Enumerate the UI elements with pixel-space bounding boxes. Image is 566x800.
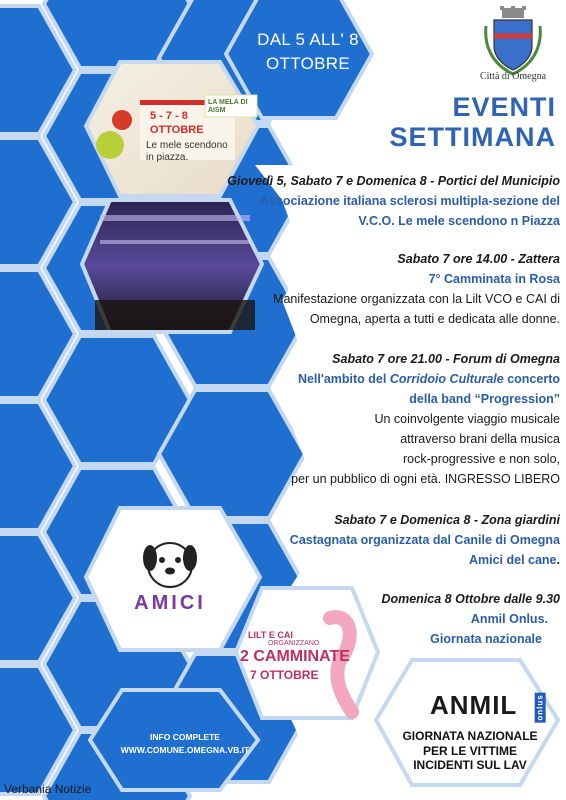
event-3-title-post: concerto <box>503 372 560 386</box>
title-line-1: EVENTI <box>452 92 556 122</box>
camminata-org: ORGANIZZANO <box>268 640 320 647</box>
event-1 <box>180 171 560 231</box>
event-3-desc-line-3: rock-progressive e non solo, <box>402 452 560 466</box>
anmil-line-1: GIORNATA NAZIONALE <box>402 729 538 743</box>
info-url[interactable]: WWW.COMUNE.OMEGNA.VB.IT <box>120 745 250 755</box>
event-3-title-pre: Nell'ambito del <box>297 372 390 386</box>
footer-credit: Verbania Notizie <box>4 782 92 796</box>
anmil-onlus: onlus <box>535 693 545 721</box>
camminata-date: 7 OTTOBRE <box>250 668 319 682</box>
event-5-when: Domenica 8 Ottobre dalle 9.30 <box>381 592 560 606</box>
mele-line-2: in piazza. <box>146 152 189 163</box>
dates-line-2: OTTOBRE <box>266 54 350 73</box>
event-2-when: Sabato 7 ore 14.00 - Zattera <box>397 252 560 266</box>
title-line-2: SETTIMANA <box>389 122 556 152</box>
dates-badge <box>238 28 378 76</box>
anmil-subtitle <box>380 729 560 773</box>
event-3-desc-line-4: per un pubblico di ogni età. INGRESSO LIBERO <box>291 472 560 486</box>
camminata-top: LILT E CAI <box>248 630 293 640</box>
event-2-desc-line-2: Omegna, aperta a tutti e dedicata alle donne. <box>309 312 560 326</box>
event-3-title-line-1 <box>230 369 560 389</box>
event-1-when: Giovedì 5, Sabato 7 e Domenica 8 - Portici del Municipio <box>227 174 560 188</box>
city-crest-icon <box>482 6 544 76</box>
event-3-desc-line-2: attraverso brani della musica <box>400 432 560 446</box>
anmil-name: ANMIL <box>430 690 517 720</box>
mele-line-1: Le mele scendono <box>146 140 228 151</box>
mele-month: OTTOBRE <box>150 124 204 136</box>
event-1-title-line-1: Associazione italiana sclerosi multipla-sezione del <box>259 194 560 208</box>
event-3-title-line-2: della band “Progression” <box>409 392 560 406</box>
event-5 <box>330 589 560 649</box>
event-4-title-text: Amici del cane <box>468 553 557 567</box>
event-3-desc-line-1: Un coinvolgente viaggio musicale <box>374 412 560 426</box>
event-2 <box>230 249 560 329</box>
event-3-title-italic: Corridoio Culturale <box>389 372 504 386</box>
mele-badge: LA MELA DI AISM <box>208 99 248 114</box>
anmil-line-2: PER LE VITTIME <box>422 743 517 758</box>
event-2-desc-line-1: Manifestazione organizzata con la Lilt VCO e CAI di <box>273 292 560 306</box>
event-4-title-line-1: Castagnata organizzata dal Canile di Omegna <box>289 533 560 547</box>
event-3 <box>230 349 560 489</box>
event-3-when: Sabato 7 ore 21.00 - Forum di Omegna <box>332 352 560 366</box>
info-box <box>100 731 270 757</box>
event-2-title: 7° Camminata in Rosa <box>428 272 560 286</box>
anmil-logo <box>430 690 555 721</box>
anmil-line-3: INCIDENTI SUL LAV <box>413 758 527 772</box>
event-4 <box>230 510 560 570</box>
event-1-title-line-2: V.C.O. Le mele scendono n Piazza <box>358 214 560 228</box>
camminata-big: 2 CAMMINATE <box>240 648 350 665</box>
event-4-trail: . <box>556 553 560 567</box>
mele-dates: 5 - 7 - 8 <box>150 110 188 122</box>
amici-logo-text: AMICI <box>134 592 206 614</box>
event-5-title-line-2: Giornata nazionale <box>430 632 542 646</box>
dates-line-1: DAL 5 ALL' 8 <box>257 30 359 49</box>
event-4-when: Sabato 7 e Domenica 8 - Zona giardini <box>334 513 560 527</box>
page-title <box>380 92 556 152</box>
city-name: Città di Omegna <box>479 71 547 82</box>
info-label: INFO COMPLETE <box>150 732 220 742</box>
event-5-title-line-1: Anmil Onlus. <box>470 612 548 626</box>
event-4-title-line-2 <box>230 550 560 570</box>
